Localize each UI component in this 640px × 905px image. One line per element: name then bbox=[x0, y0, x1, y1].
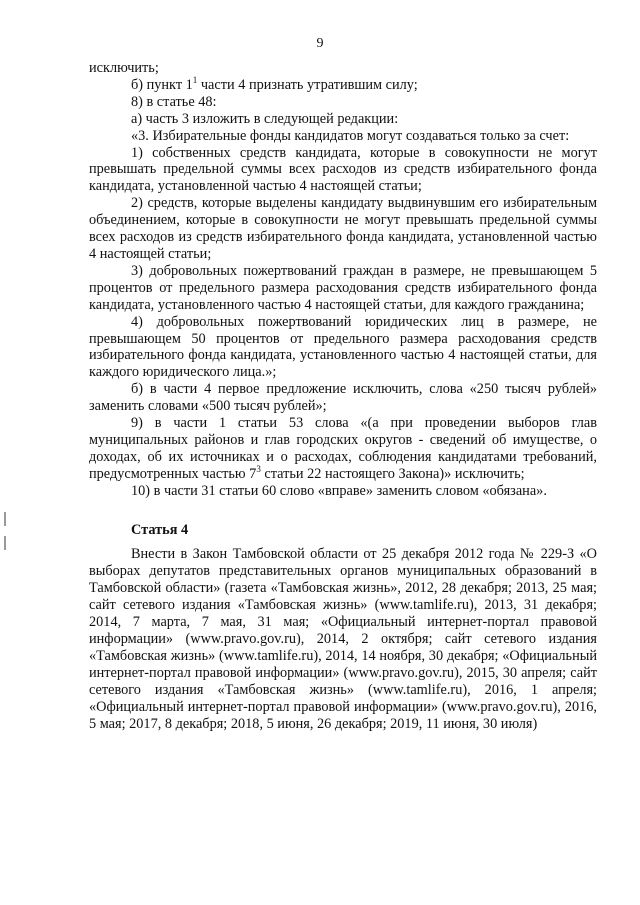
paragraph: б) в части 4 первое предложение исключить, слова «250 тысяч рублей» заменить словами «500 тысяч рублей»; bbox=[89, 381, 597, 415]
paragraph: «3. Избирательные фонды кандидатов могут создаваться только за счет: bbox=[131, 127, 570, 144]
superscript: 3 bbox=[256, 463, 261, 474]
paragraph: 8) в статье 48: bbox=[131, 93, 217, 110]
superscript: 1 bbox=[192, 74, 198, 85]
paragraph: 2) средств, которые выделены кандидату выдвинувшим его избирательным объединением, которые в совокупности не могут превышать предельной суммы всех расходов из средств избирательного фонда кандидата, установленной частью 4 настоящей статьи; bbox=[89, 195, 597, 262]
paragraph: 1) собственных средств кандидата, которые в совокупности не могут превышать предельной суммы всех расходов из средств избирательного фонда кандидата, установленной частью 4 настоящей статьи; bbox=[89, 144, 597, 195]
paragraph: б) пункт $1^1$ части 4 признать утратившим силу; bbox=[131, 74, 418, 93]
scan-margin-mark bbox=[4, 512, 6, 526]
scan-margin-mark bbox=[4, 536, 6, 550]
article-heading: Статья 4 bbox=[131, 521, 189, 538]
article-text: Внести в Закон Тамбовской области от 25 декабря 2012 года № 229-З «О выборах депутатов представительных органов муниципальных образований в Тамбовской области» (газета «Тамбовская жизнь», 2012, 28 декабря; 2013, 25 мая; сайт сетевого издания «Тамбовская жизнь» (www.tamlife.ru), 2013, 31 декабря; 2014, 7 марта, 7 мая, 31 мая; «Официальный интернет-портал правовой информации» (www.pravo.gov.ru), 2014, 2 октября; сайт сетевого издания «Тамбовская жизнь» (www.tamlife.ru), 2014, 14 ноября, 30 декабря; «Официальный интернет-портал правовой информации» (www.pravo.gov.ru), 2015, 30 апреля; сайт сетевого издания «Тамбовская жизнь» (www.tamlife.ru), 2016, 1 апреля; «Официальный интернет-портал правовой информации» (www.pravo.gov.ru), 2016, 5 мая; 2017, 8 декабря; 2018, 5 июня, 26 декабря; 2019, 11 июня, 30 июля) bbox=[89, 546, 597, 732]
document-body bbox=[89, 60, 597, 732]
paragraph: а) часть 3 изложить в следующей редакции: bbox=[131, 110, 399, 127]
page-number: 9 bbox=[316, 36, 324, 51]
paragraph: 3) добровольных пожертвований граждан в размере, не превышающем 5 процентов от предельного размера расходования средств избирательного фонда кандидата, установленного частью 4 настоящей статьи, для каждого гражданина; bbox=[89, 262, 597, 313]
paragraph: 4) добровольных пожертвований юридических лиц в размере, не превышающем 50 процентов от предельного размера расходования средств избирательного фонда кандидата, установленного частью 4 настоящей статьи, для каждого юридического лица.»; bbox=[89, 313, 597, 381]
paragraph: 9) в части 1 статьи 53 слова «(а при проведении выборов глав муниципальных районов и глав городских округов - сведений об имуществе, о доходах, об их источниках и о расходах, соблюдения кандидатами требований, предусмотренных частью $7^3$ статьи 22 настоящего Закона)» исключить; bbox=[89, 415, 597, 482]
paragraph: исключить; bbox=[89, 60, 159, 76]
paragraph: 10) в части 31 статьи 60 слово «вправе» заменить словом «обязана». bbox=[131, 482, 547, 499]
